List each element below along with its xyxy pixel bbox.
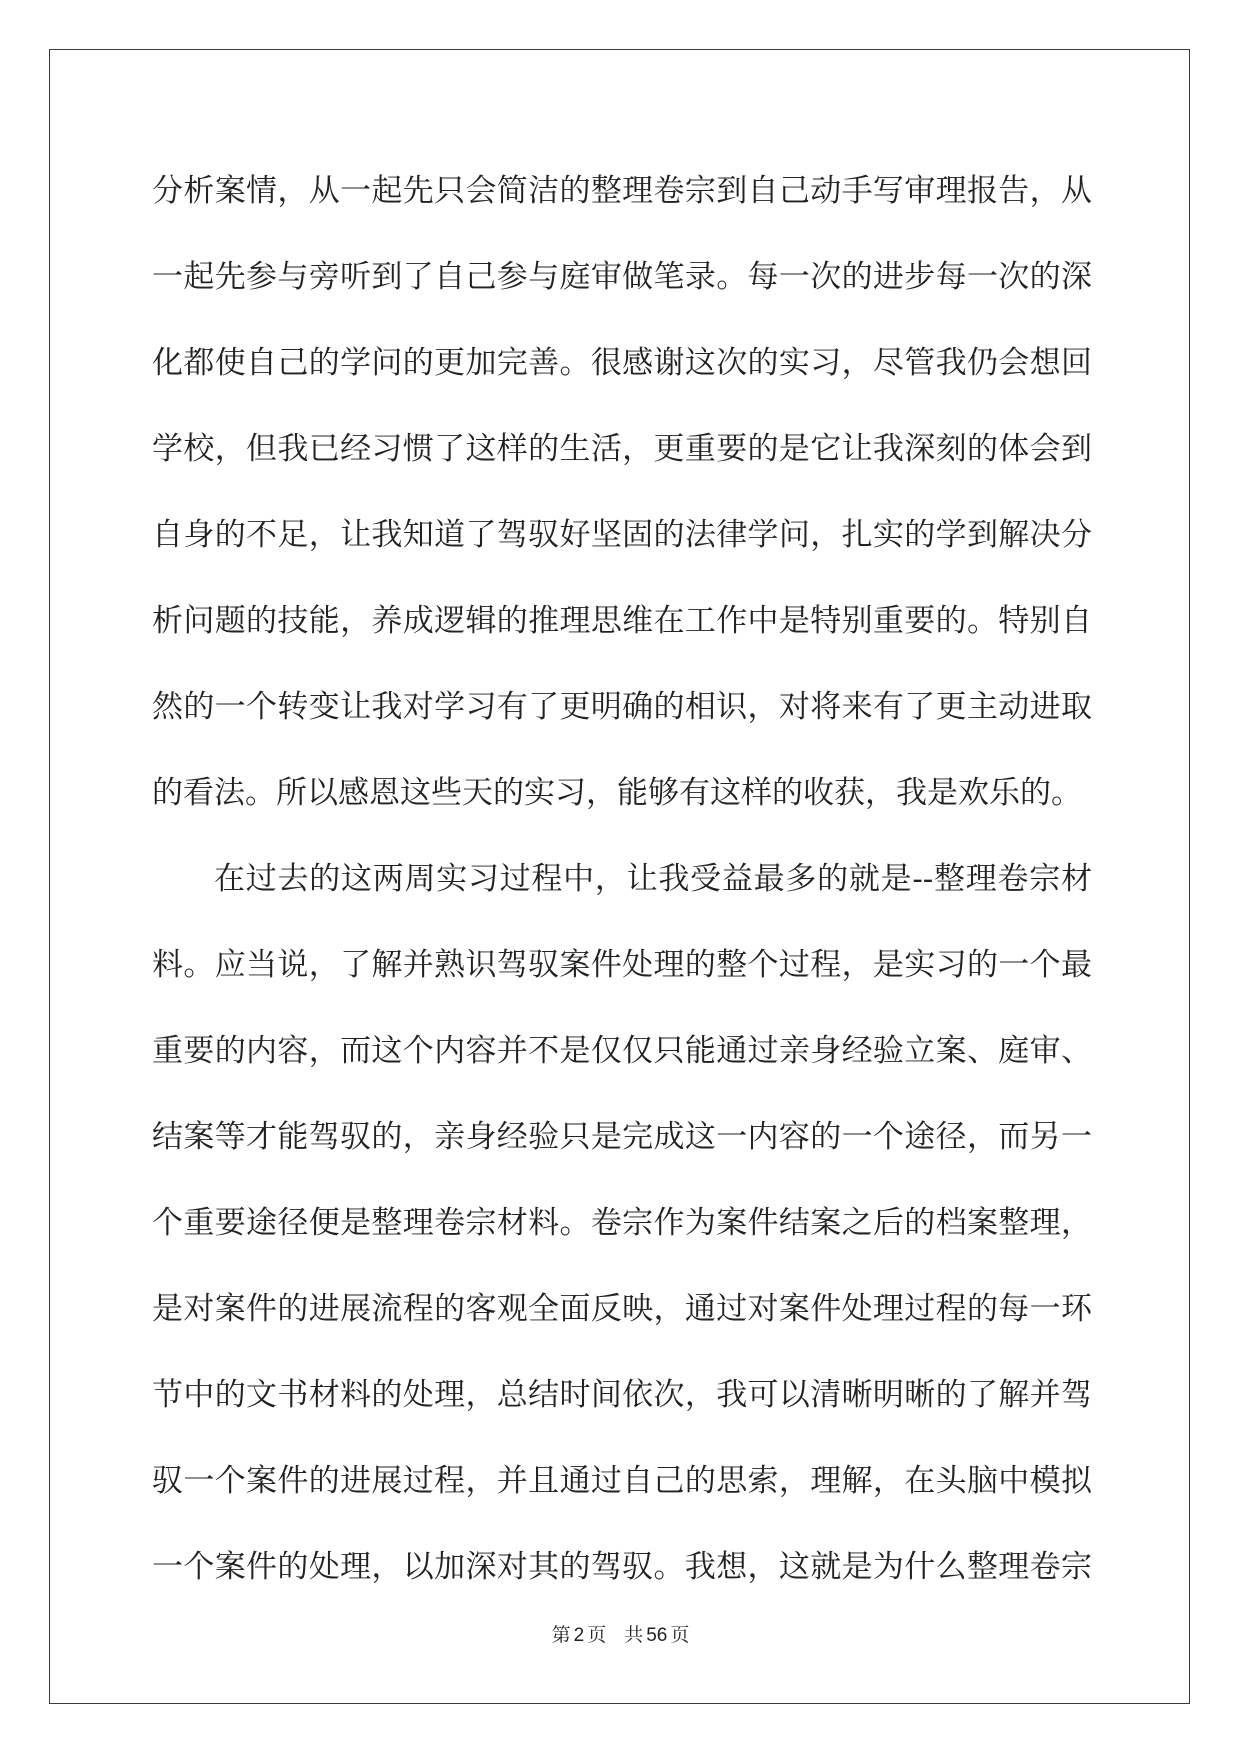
text-line: 的看法。所以感恩这些天的实习，能够有这样的收获，我是欢乐的。: [152, 775, 1082, 811]
text-line: 然的一个转变让我对学习有了更明确的相识，对将来有了更主动进取: [152, 689, 1092, 725]
page-suffix: 页: [587, 1625, 607, 1646]
paragraph-first-line: 在过去的这两周实习过程中，让我受益最多的就是--整理卷宗材: [214, 861, 1092, 897]
text-line: 节中的文书材料的处理，总结时间依次，我可以清晰明晰的了解并驾: [152, 1377, 1092, 1413]
text-line: 驭一个案件的进展过程，并且通过自己的思索，理解，在头脑中模拟: [152, 1463, 1092, 1499]
text-line: 结案等才能驾驭的，亲身经验只是完成这一内容的一个途径，而另一: [152, 1119, 1092, 1155]
total-prefix: 共: [624, 1625, 644, 1646]
page-footer: [0, 1620, 1241, 1647]
document-body: [152, 160, 1092, 1622]
text-line: 化都使自己的学问的更加完善。很感谢这次的实习，尽管我仍会想回: [152, 345, 1092, 381]
text-line: 一起先参与旁听到了自己参与庭审做笔录。每一次的进步每一次的深: [152, 259, 1092, 295]
text-line: 料。应当说，了解并熟识驾驭案件处理的整个过程，是实习的一个最: [152, 947, 1092, 983]
text-line: 分析案情，从一起先只会简洁的整理卷宗到自己动手写审理报告，从: [152, 173, 1092, 209]
text-line: 析问题的技能，养成逻辑的推理思维在工作中是特别重要的。特别自: [152, 603, 1092, 639]
text-line: 重要的内容，而这个内容并不是仅仅只能通过亲身经验立案、庭审、: [152, 1033, 1092, 1069]
text-line: 学校，但我已经习惯了这样的生活，更重要的是它让我深刻的体会到: [152, 431, 1092, 467]
text-line: 是对案件的进展流程的客观全面反映，通过对案件处理过程的每一环: [152, 1291, 1092, 1327]
page-prefix: 第: [551, 1625, 571, 1646]
text-line: 一个案件的处理，以加深对其的驾驭。我想，这就是为什么整理卷宗: [152, 1549, 1092, 1585]
text-line: 自身的不足，让我知道了驾驭好坚固的法律学问，扎实的学到解决分: [152, 517, 1092, 553]
total-suffix: 页: [670, 1625, 690, 1646]
page-number: 2: [573, 1625, 585, 1646]
text-line: 个重要途径便是整理卷宗材料。卷宗作为案件结案之后的档案整理，: [152, 1205, 1092, 1241]
total-pages: 56: [646, 1625, 668, 1646]
